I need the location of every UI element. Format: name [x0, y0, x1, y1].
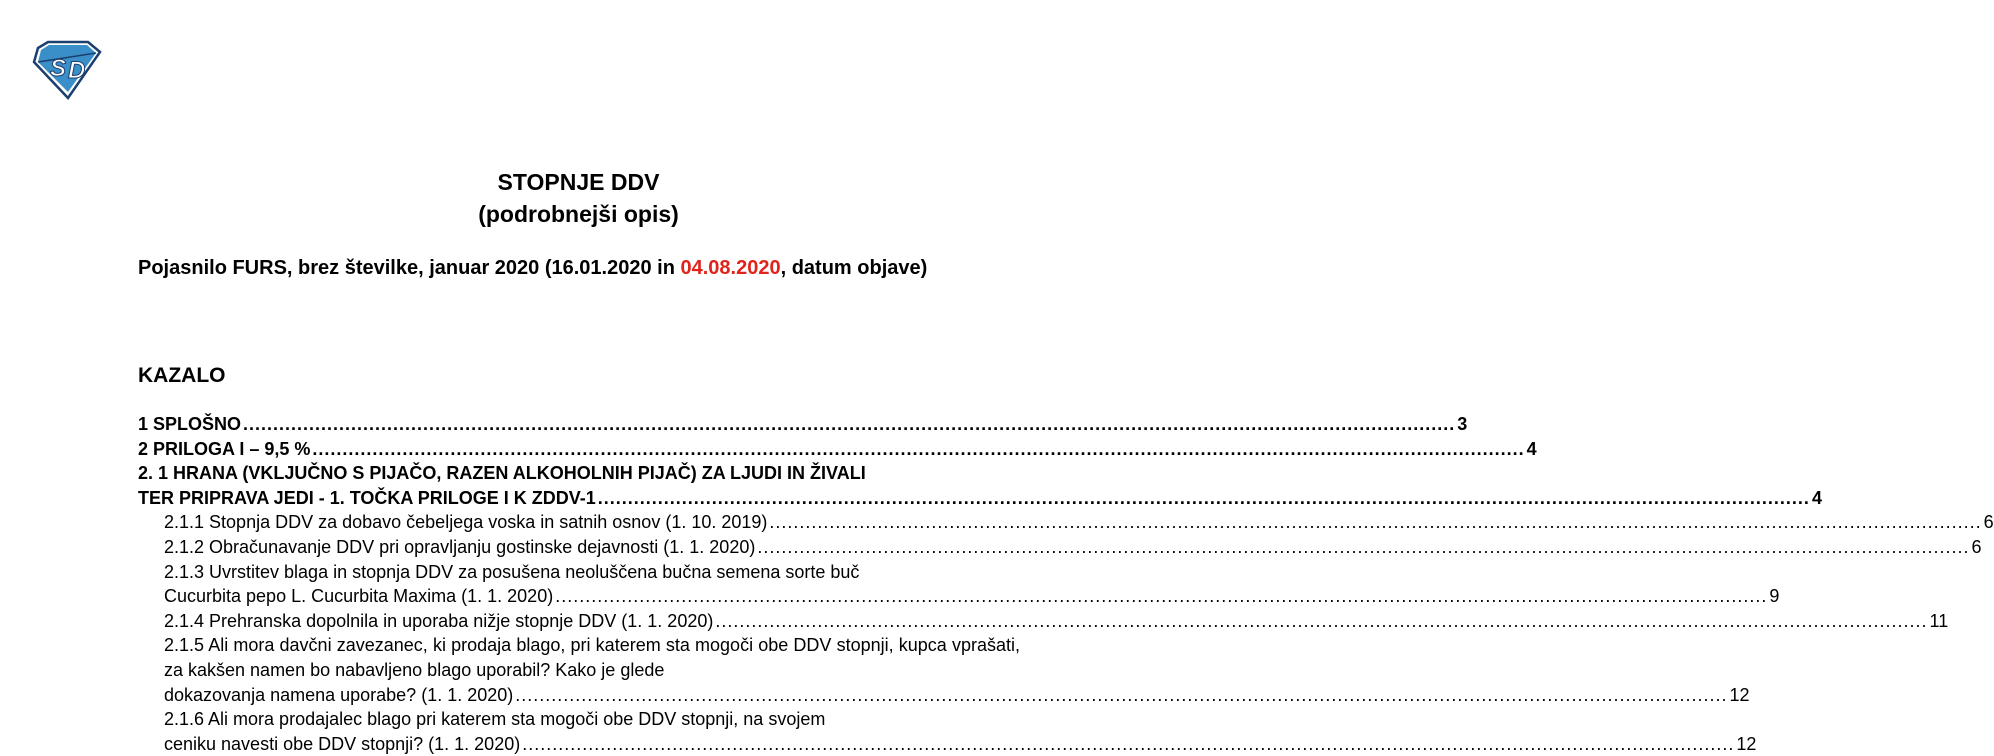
toc-row [138, 486, 1822, 511]
toc-entry[interactable] [138, 535, 1982, 560]
toc-entry-title: 2.1.1 Stopnja DDV za dobavo čebeljega voska in satnih osnov (1. 10. 2019) [164, 512, 768, 533]
sd-diamond-logo-icon [32, 40, 104, 100]
toc-dot-leader: .......................................................................................................................................................................................................... [522, 733, 1735, 754]
toc-row [164, 732, 1757, 756]
toc-entry-title: ceniku navesti obe DDV stopnji? (1. 1. 2020) [164, 733, 521, 754]
toc-page-number: 12 [1729, 684, 1750, 705]
toc-entry[interactable] [138, 707, 1757, 756]
toc-page-number: 4 [1811, 487, 1822, 508]
toc-entry-lead: 2. 1 HRANA (VKLJUČNO S PIJAČO, RAZEN ALKOHOLNIH PIJAČ) ZA LJUDI IN ŽIVALI [138, 463, 866, 484]
intro-red-date: 04.08.2020 [680, 257, 781, 279]
toc-entry-title: 1 SPLOŠNO [138, 414, 242, 434]
toc-entry-title: 2.1.2 Obračunavanje DDV pri opravljanju gostinske dejavnosti (1. 1. 2020) [164, 536, 756, 557]
toc-dot-leader: .......................................................................................................................................................................................................... [312, 438, 1525, 459]
toc-row [164, 535, 1982, 560]
toc-entry-lead: 2.1.3 Uvrstitev blaga in stopnja DDV za posušena neoluščena bučna semena sorte buč [164, 561, 860, 582]
toc-dot-leader: .......................................................................................................................................................................................................... [597, 487, 1810, 508]
toc-entry[interactable] [138, 437, 1537, 462]
toc-entry-title: 2.1.4 Prehranska dopolnila in uporaba nižje stopnje DDV (1. 1. 2020) [164, 610, 714, 631]
toc-row [164, 584, 1780, 609]
toc-entry-lead: 2.1.6 Ali mora prodajalec blago pri katerem sta mogoči obe DDV stopnji, na svojem [164, 709, 826, 730]
toc-entry[interactable] [138, 609, 1949, 634]
toc-row [138, 412, 1468, 437]
table-of-contents [138, 412, 1994, 756]
toc-dot-leader: .......................................................................................................................................................................................................... [243, 414, 1456, 434]
toc-page-number: 9 [1769, 586, 1780, 607]
toc-page-number: 12 [1736, 733, 1757, 754]
toc-row [138, 437, 1537, 462]
toc-entry[interactable] [138, 412, 1468, 437]
toc-entry-title: dokazovanja namena uporabe? (1. 1. 2020) [164, 684, 514, 705]
toc-dot-leader: .......................................................................................................................................................................................................... [715, 610, 1928, 631]
toc-dot-leader: .......................................................................................................................................................................................................... [757, 536, 1970, 557]
svg-text:S: S [50, 55, 67, 82]
intro-paragraph [138, 254, 1018, 282]
toc-page-number: 11 [1929, 610, 1949, 631]
toc-entry-title: TER PRIPRAVA JEDI - 1. TOČKA PRILOGE I K ZDDV-1 [138, 487, 596, 508]
document-title: STOPNJE DDV [497, 169, 660, 195]
toc-entry-title: 2 PRILOGA I – 9,5 % [138, 438, 311, 459]
toc-dot-leader: .......................................................................................................................................................................................................... [555, 586, 1768, 607]
toc-row [164, 609, 1949, 634]
toc-row [164, 683, 1750, 708]
toc-entry[interactable] [138, 461, 1822, 510]
svg-text:D: D [68, 57, 86, 84]
toc-heading: KAZALO [138, 364, 226, 387]
toc-page-number: 4 [1526, 438, 1537, 459]
toc-page-number: 6 [1983, 512, 1994, 533]
toc-entry[interactable] [138, 633, 1750, 707]
toc-entry-title: Cucurbita pepo L. Cucurbita Maxima (1. 1. 2020) [164, 586, 554, 607]
intro-text-part1: Pojasnilo FURS, brez številke, januar 2020 (16.01.2020 in [138, 257, 681, 279]
toc-page-number: 3 [1457, 414, 1468, 434]
toc-dot-leader: .......................................................................................................................................................................................................... [769, 512, 1982, 533]
document-subtitle: (podrobnejši opis) [478, 201, 679, 227]
toc-entry[interactable] [138, 560, 1780, 609]
toc-row [164, 510, 1994, 535]
toc-dot-leader: .......................................................................................................................................................................................................... [515, 684, 1728, 705]
toc-entry[interactable] [138, 510, 1994, 535]
toc-page-number: 6 [1971, 536, 1982, 557]
toc-entry-lead: 2.1.5 Ali mora davčni zavezanec, ki prodaja blago, pri katerem sta mogoči obe DDV stopnji, kupca vprašati, za kakšen namen bo nabavljeno blago uporabil? Kako je glede [164, 635, 1020, 680]
intro-text-part2: , datum objave) [780, 257, 928, 279]
